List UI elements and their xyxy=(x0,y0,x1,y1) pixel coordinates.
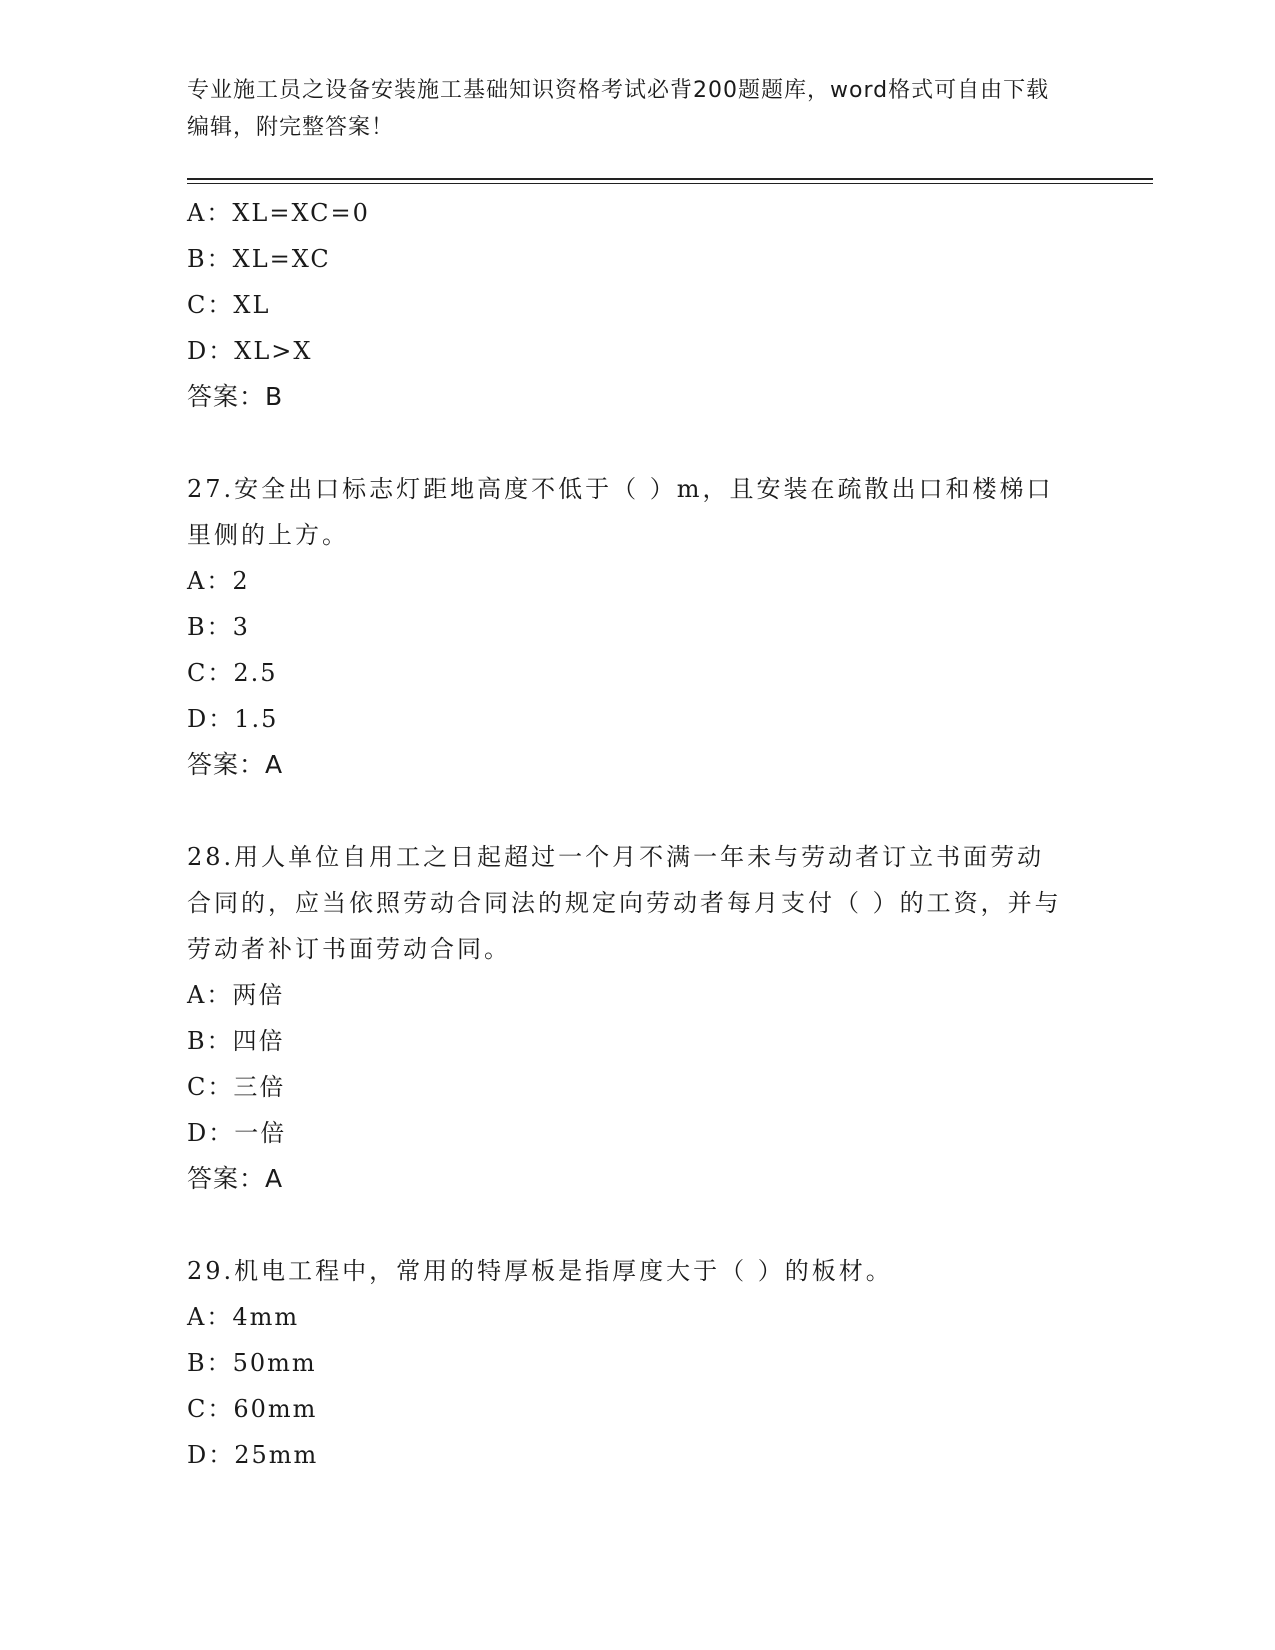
question-text: 27.安全出口标志灯距地高度不低于（ ）m，且安装在疏散出口和楼梯口里侧的上方。 xyxy=(187,475,1054,549)
header-rule-thick xyxy=(187,178,1153,180)
option-a: A：两倍 xyxy=(187,981,285,1009)
question-block-28 xyxy=(187,834,1067,1202)
block-spacer xyxy=(187,1202,1067,1248)
option-b: B：四倍 xyxy=(187,1027,285,1055)
answer-line: 答案：A xyxy=(187,750,284,779)
document-header xyxy=(187,72,1067,146)
option-c: C：三倍 xyxy=(187,1073,286,1101)
question-block-29 xyxy=(187,1248,1067,1478)
option-d: D：XL>X xyxy=(187,337,313,365)
option-a: A：2 xyxy=(187,567,250,595)
option-d: D：25mm xyxy=(187,1441,319,1469)
answer-line: 答案：A xyxy=(187,1164,284,1193)
option-a: A：XL=XC=0 xyxy=(187,199,370,227)
question-block-27 xyxy=(187,466,1067,788)
option-d: D：一倍 xyxy=(187,1119,287,1147)
header-title: 专业施工员之设备安装施工基础知识资格考试必背200题题库，word格式可自由下载编辑，附完整答案！ xyxy=(187,78,1050,140)
option-c: C：2.5 xyxy=(187,659,278,687)
header-rule-thin xyxy=(187,183,1153,184)
block-spacer xyxy=(187,420,1067,466)
question-list xyxy=(187,190,1067,1478)
option-b: B：50mm xyxy=(187,1349,317,1377)
answer-line: 答案：B xyxy=(187,382,284,411)
question-text: 29.机电工程中，常用的特厚板是指厚度大于（ ）的板材。 xyxy=(187,1257,893,1285)
option-a: A：4mm xyxy=(187,1303,300,1331)
option-d: D：1.5 xyxy=(187,705,279,733)
option-b: B：3 xyxy=(187,613,250,641)
option-b: B：XL=XC xyxy=(187,245,331,273)
option-c: C：XL xyxy=(187,291,271,319)
question-text: 28.用人单位自用工之日起超过一个月不满一年未与劳动者订立书面劳动合同的，应当依照劳动合同法的规定向劳动者每月支付（ ）的工资，并与劳动者补订书面劳动合同。 xyxy=(187,843,1062,963)
question-block-26 xyxy=(187,190,1067,420)
option-c: C：60mm xyxy=(187,1395,318,1423)
block-spacer xyxy=(187,788,1067,834)
